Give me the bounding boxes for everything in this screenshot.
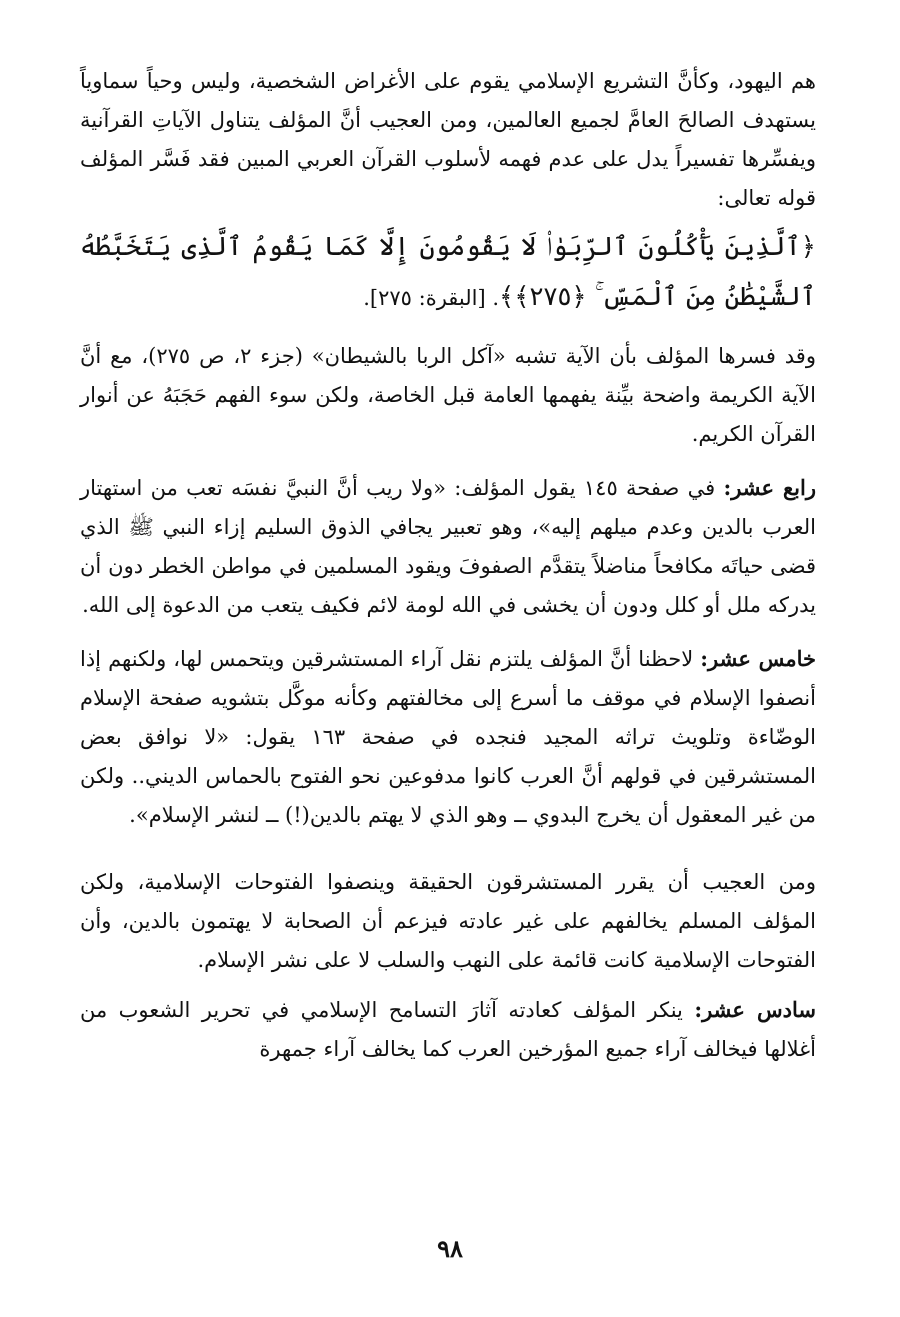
- paragraph-6: [80, 990, 816, 1069]
- paragraph-3-text: في صفحة ١٤٥ يقول المؤلف: «ولا ريب أنَّ النبيَّ نفسَه تعب من استهتار العرب بالدين وعدم ميلهم إليه»، وهو تعبير يجافي الذوق السليم إزاء النبي ﷺ الذي قضى حياتَه مكافحاً مناضلاً يتقدَّم الصفوفَ ويقود المسلمين في مواطن الخطر دون أن يدركه ملل أو كلل ودون أن يخشى في الله لومة لائم فكيف يتعب من الدعوة إلى الله.: [80, 476, 816, 617]
- verse-text: ﴿ٱلَّذِينَ يَأْكُلُونَ ٱلرِّبَوٰا۟ لَا يَقُومُونَ إِلَّا كَمَا يَقُومُ ٱلَّذِى يَتَخَبَّطُهُ ٱلشَّيْطَٰنُ مِنَ ٱلْمَسِّ ۚ ﴿٢٧٥﴾﴾: [80, 232, 816, 312]
- verse-reference: . [البقرة: ٢٧٥].: [363, 286, 500, 310]
- paragraph-6-text: ينكر المؤلف كعادته آثارَ التسامح الإسلامي في تحرير الشعوب من أغلالها فيخالف آراء جميع المؤرخين العرب كما يخالف آراء جمهرة: [80, 998, 816, 1061]
- paragraph-3: [80, 468, 816, 625]
- page-body: [80, 62, 816, 1069]
- paragraph-4-text: لاحظنا أنَّ المؤلف يلتزم نقل آراء المستشرقين ويتحمس لها، ولكنهم إذا أنصفوا الإسلام في موقف ما أسرع إلى مخالفتهم وكأنه موكَّل بتشويه صفحة الإسلام الوضّاءة وتلويث تراثه المجيد فنجده في صفحة ١٦٣ يقول: «لا نوافق بعض المستشرقين في قولهم أنَّ العرب كانوا مدفوعين نحو الفتوح بالحماس الديني.. ولكن من غير المعقول أن يخرج البدوي ــ وهو الذي لا يهتم بالدين(!) ــ لنشر الإسلام».: [80, 647, 816, 827]
- paragraph-2: وقد فسرها المؤلف بأن الآية تشبه «آكل الربا بالشيطان» (جزء ٢، ص ٢٧٥)، مع أنَّ الآية الكريمة واضحة بيِّنة يفهمها العامة قبل الخاصة، ولكن سوء الفهم حَجَبَهُ عن أنوار القرآن الكريم.: [80, 344, 816, 446]
- page-number: ٩٨: [437, 1234, 463, 1263]
- section-heading-16: سادس عشر:: [694, 997, 816, 1022]
- paragraph-4: [80, 639, 816, 835]
- quran-verse: [80, 222, 816, 323]
- paragraph-1: هم اليهود، وكأنَّ التشريع الإسلامي يقوم على الأغراض الشخصية، وليس وحياً سماوياً يستهدف الصالحَ العامَّ لجميع العالمين، ومن العجيب أنَّ المؤلف يتناول الآياتِ القرآنية ويفسِّرها تفسيراً يدل على عدم فهمه لأسلوب القرآن العربي المبين فقد فَسَّر المؤلف قوله تعالى:: [80, 69, 816, 210]
- section-heading-14: رابع عشر:: [723, 475, 816, 500]
- paragraph-5: ومن العجيب أن يقرر المستشرقون الحقيقة وينصفوا الفتوحات الإسلامية، ولكن المؤلف المسلم يخالفهم على غير عادته فيزعم أن الصحابة لا يهتمون بالدين، وأن الفتوحات الإسلامية كانت قائمة على النهب والسلب لا على نشر الإسلام.: [80, 870, 816, 972]
- section-heading-15: خامس عشر:: [700, 646, 816, 671]
